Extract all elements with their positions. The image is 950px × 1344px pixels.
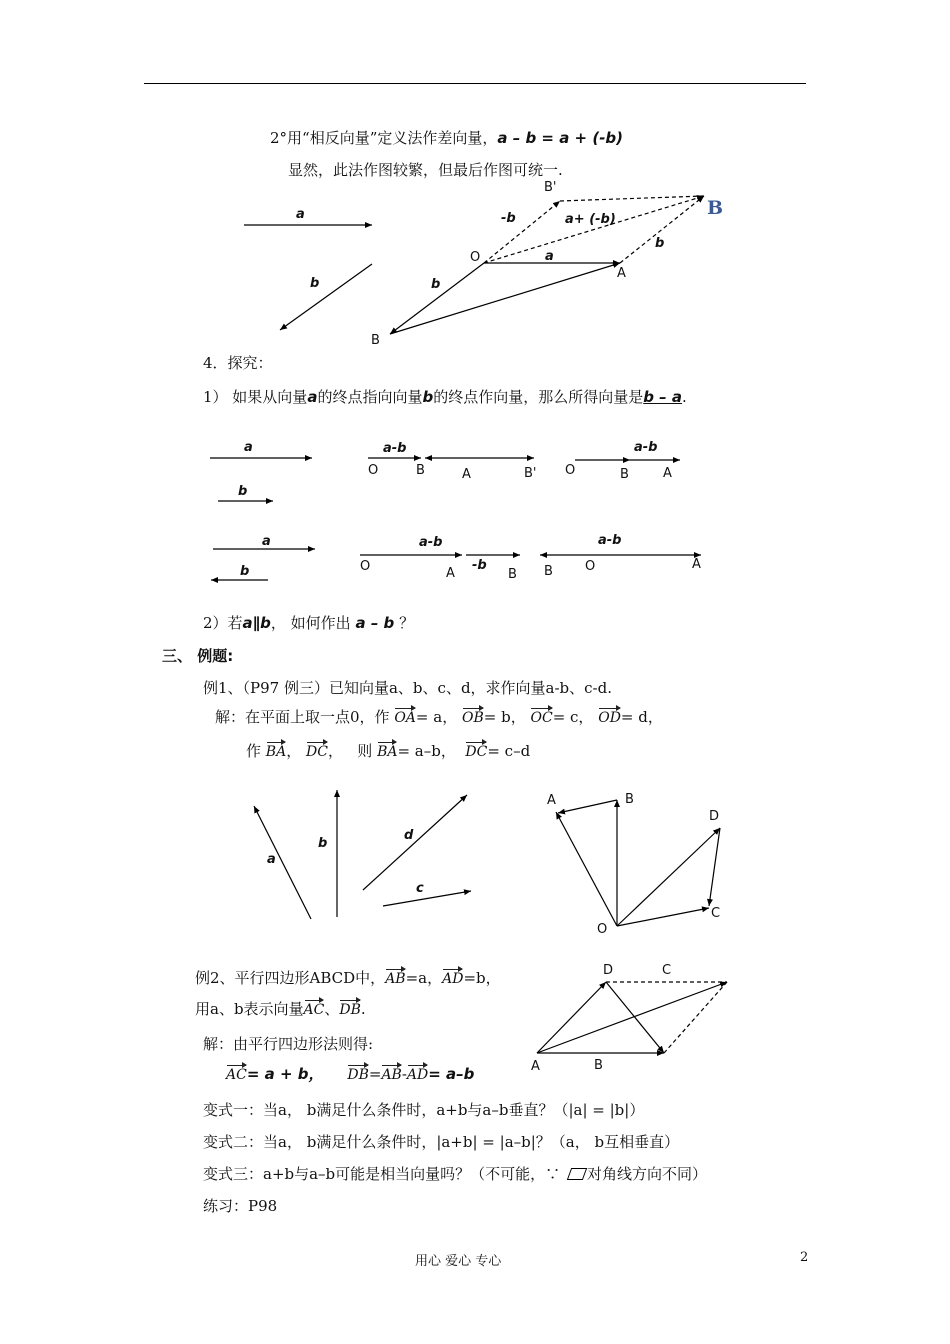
fig1-A-to-top [620, 196, 704, 263]
fig1-label-b-right: b [655, 236, 665, 251]
fig3-label-O: O [597, 922, 608, 937]
fig3-vector-d [363, 795, 467, 890]
sec4-q1: 1） 如果从向量a的终点指向向量b的终点作向量，那么所得向量是b – a. [203, 388, 687, 406]
fig4-AC [537, 982, 727, 1053]
fig2-label-amb3: a-b [419, 535, 443, 550]
fig1-label-a-plus-neg-b: a+ (-b) [565, 212, 616, 227]
fig3-DC [709, 828, 720, 906]
fig2-label-a1: a [244, 440, 253, 455]
fig3-label-D: D [709, 809, 720, 824]
fig2-label-amb1: a-b [383, 441, 407, 456]
fig3-OA [556, 812, 617, 926]
fig2-label-Bp1: B' [524, 466, 537, 481]
footer-center: 用心 爱心 专心 [415, 1254, 502, 1269]
fig2-label-A1: A [462, 467, 471, 482]
fig1-label-a: a [296, 207, 305, 222]
fig2-label-O3: O [360, 559, 371, 574]
fig2-label-b1: b [238, 484, 248, 499]
fig3-label-A: A [547, 793, 556, 808]
sec4-heading: 4．探究： [203, 354, 273, 372]
parallelogram-icon [567, 1168, 587, 1180]
fig2-label-B1: B [416, 463, 425, 478]
fig4-label-D: D [603, 963, 614, 978]
fig3-BA [558, 800, 617, 813]
fig1-label-b: b [310, 276, 320, 291]
fig2-label-B3: B [508, 567, 517, 582]
fig1-label-O: O [470, 250, 481, 265]
fig3-OC [617, 908, 709, 926]
fig3-label-a: a [267, 852, 276, 867]
fig2-label-O2: O [565, 463, 576, 478]
fig3-label-b: b [318, 836, 328, 851]
fig3-OD [617, 828, 720, 926]
fig1-label-b-left: b [431, 277, 441, 292]
fig1-label-a-mid: a [545, 249, 554, 264]
fig1-vector-b [280, 264, 372, 330]
ex2-line2: 用a、b表示向量AC、DB. [195, 1000, 366, 1018]
sec4-q2: 2）若a∥b， 如何作出 a – b ？ [203, 614, 415, 632]
fig2-label-negb3: -b [472, 558, 487, 573]
sol2-line: 作 BA， DC， 则 BA= a–b， DC= c–d [246, 742, 531, 760]
fig2-label-a3: a [262, 534, 271, 549]
variant-2: 变式二：当a， b满足什么条件时，|a+b| = |a–b|？（a， b互相垂直） [203, 1133, 680, 1151]
fig3-label-B: B [625, 792, 634, 807]
fig2-label-A3: A [446, 566, 455, 581]
ex2-line1: 例2、平行四边形ABCD中，AB=a，AD=b， [195, 969, 501, 987]
fig3-label-c: c [416, 881, 424, 896]
fig4-label-C: C [662, 963, 672, 978]
sec2-line1: 2°用“相反向量”定义法作差向量，a – b = a + (-b) [270, 129, 624, 147]
sol1-line: 解：在平面上取一点0，作 OA= a， OB= b， OC= c， OD= d， [215, 708, 663, 726]
ex2-sol-heading: 解：由平行四边形法则得: [203, 1035, 374, 1053]
fig1-label-Bprime: B' [544, 180, 557, 195]
fig4-label-B: B [594, 1058, 603, 1073]
fig1-OB [390, 263, 484, 334]
practice: 练习：P98 [203, 1197, 278, 1215]
fig2-label-B4: B [544, 564, 553, 579]
fig2-label-B2: B [620, 467, 629, 482]
fig1-label-bigB: B [707, 197, 724, 219]
fig4-BC [664, 982, 727, 1053]
fig1-label-A: A [617, 266, 626, 281]
variant-3: 变式三：a+b与a–b可能是相当向量吗？（不可能，∵ 对角线方向不同） [203, 1165, 707, 1183]
ex2-sol-line: AC= a + b， DB=AB-AD= a–b [226, 1065, 475, 1083]
fig4-AD [537, 982, 606, 1053]
sec2-line2: 显然，此法作图较繁，但最后作图可统一. [288, 161, 563, 179]
fig3-vector-a [254, 806, 311, 919]
variant-1: 变式一：当a， b满足什么条件时，a+b与a–b垂直？（|a| = |b|） [203, 1101, 645, 1119]
fig2-label-b3: b [240, 564, 250, 579]
fig1-BA [390, 263, 620, 334]
fig4-DB [606, 982, 664, 1053]
fig2-label-amb4: a-b [598, 533, 622, 548]
fig1-label-neg-b: -b [501, 211, 516, 226]
fig3-vector-c [383, 891, 471, 906]
fig2-label-A4: A [692, 557, 701, 572]
fig2-label-O1: O [368, 463, 379, 478]
fig2-label-O4: O [585, 559, 596, 574]
fig2-label-amb2: a-b [634, 440, 658, 455]
fig1-diag [484, 196, 704, 263]
page-number: 2 [800, 1250, 809, 1265]
fig3-label-d: d [404, 828, 414, 843]
sec3-heading: 三、 例题: [162, 647, 234, 665]
fig3-label-C: C [711, 906, 721, 921]
ex1-line: 例1、（P97 例三）已知向量a、b、c、d，求作向量a-b、c-d. [203, 679, 612, 697]
fig1-label-B: B [371, 333, 380, 348]
fig2-label-A2: A [663, 466, 672, 481]
fig1-Bp-top [560, 196, 704, 201]
fig4-label-A: A [531, 1059, 540, 1074]
